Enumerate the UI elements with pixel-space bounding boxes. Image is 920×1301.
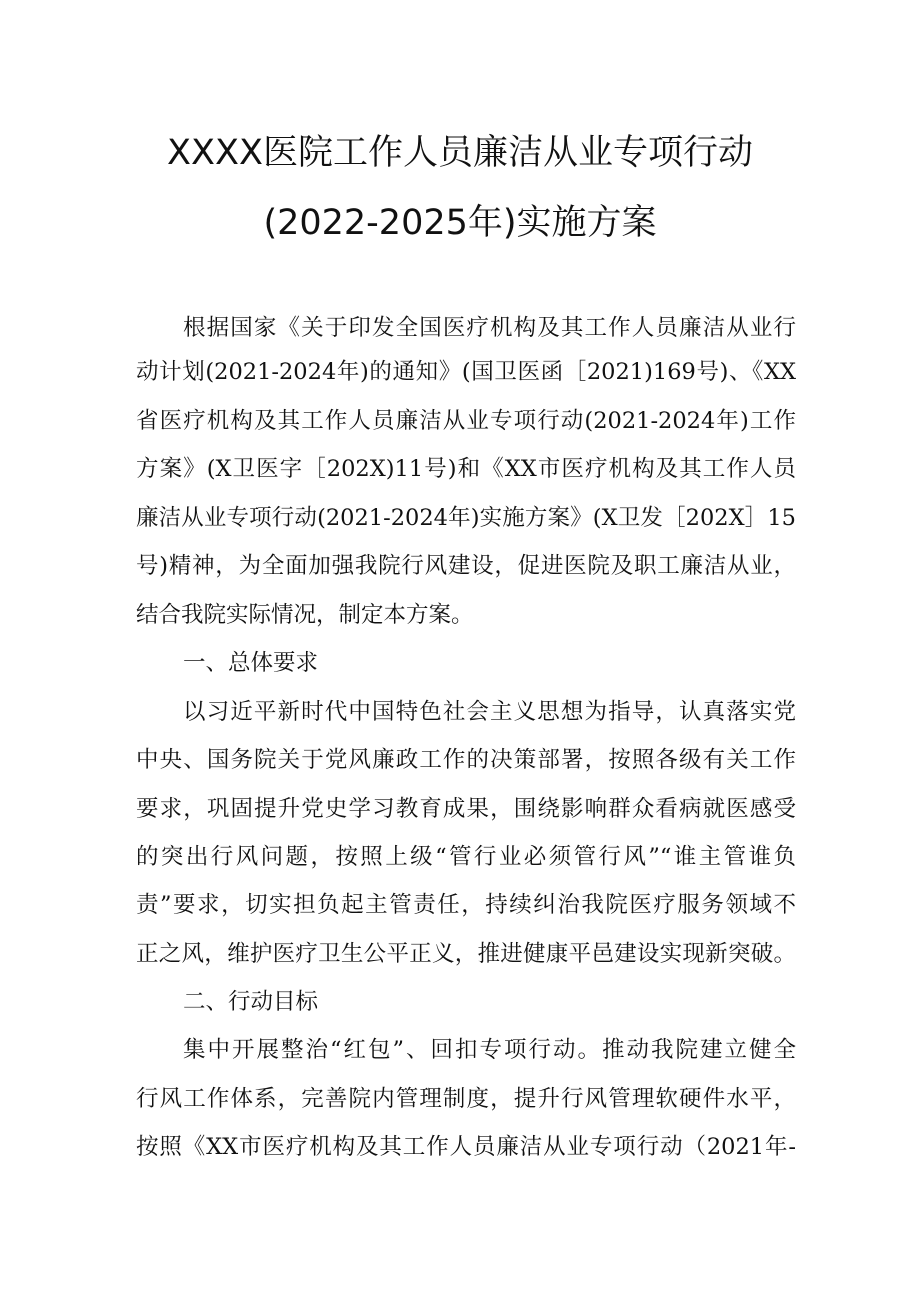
intro-paragraph-line: 号)精神，为全面加强我院行风建设，促进医院及职工廉洁从业，: [136, 553, 796, 579]
intro-paragraph-line: 根据国家《关于印发全国医疗机构及其工作人员廉洁从业行: [183, 315, 796, 341]
section1-paragraph-line: 以习近平新时代中国特色社会主义思想为指导，认真落实党: [183, 699, 796, 725]
section-heading-overall-requirements: 一、总体要求: [183, 650, 319, 676]
section1-paragraph-line: 中央、国务院关于党风廉政工作的决策部署，按照各级有关工作: [136, 747, 796, 773]
section2-paragraph-line: 行风工作体系，完善院内管理制度，提升行风管理软硬件水平，: [136, 1086, 796, 1112]
section1-paragraph-line: 要求，巩固提升党史学习教育成果，围绕影响群众看病就医感受: [136, 796, 796, 822]
intro-paragraph-line: 方案》(X卫医字［202X)11号)和《XX市医疗机构及其工作人员: [136, 456, 796, 482]
section2-paragraph-line: 按照《XX市医疗机构及其工作人员廉洁从业专项行动（2021年-: [136, 1134, 796, 1160]
section2-paragraph-line: 集中开展整治“红包”、回扣专项行动。推动我院建立健全: [183, 1037, 796, 1063]
section1-paragraph-line: 责”要求，切实担负起主管责任，持续纠治我院医疗服务领域不: [136, 892, 796, 918]
section1-paragraph-line: 正之风，维护医疗卫生公平正义，推进健康平邑建设实现新突破。: [136, 941, 796, 967]
intro-paragraph-line: 结合我院实际情况，制定本方案。: [136, 602, 474, 628]
document-title-line-1: XXXX医院工作人员廉洁从业专项行动: [167, 133, 753, 173]
intro-paragraph-line: 省医疗机构及其工作人员廉洁从业专项行动(2021-2024年)工作: [136, 408, 796, 434]
section-heading-action-goals: 二、行动目标: [183, 989, 319, 1015]
intro-paragraph-line: 廉洁从业专项行动(2021-2024年)实施方案》(X卫发［202X］15: [136, 505, 796, 531]
document-title-line-2: (2022-2025年)实施方案: [263, 203, 657, 243]
intro-paragraph-line: 动计划(2021-2024年)的通知》(国卫医函［2021)169号)、《XX: [136, 359, 796, 385]
section1-paragraph-line: 的突出行风问题，按照上级“管行业必须管行风”“谁主管谁负: [136, 844, 796, 870]
